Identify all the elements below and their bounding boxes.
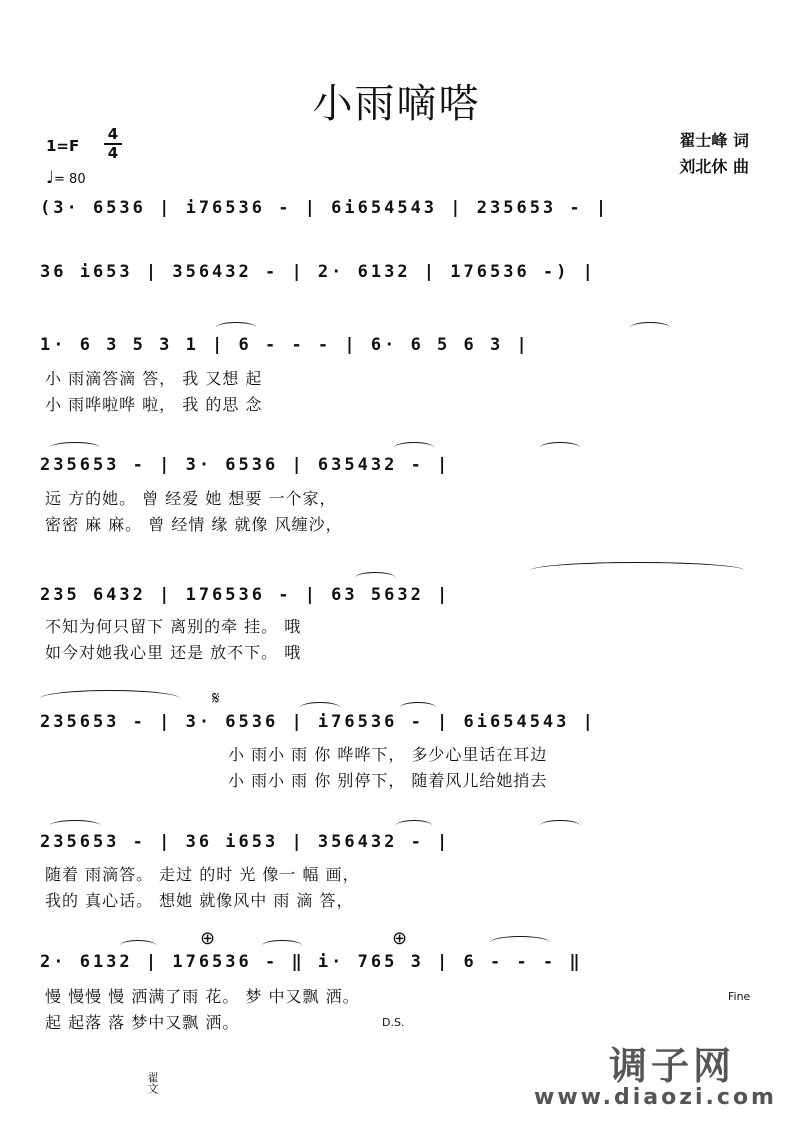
- lyric-line-8-verse-1: 慢 慢慢 慢 洒满了雨 花。 梦 中又飘 洒。: [45, 987, 360, 1006]
- lyric-line-8-verse-2: 起 起落 落 梦中又飘 洒。: [45, 1013, 240, 1032]
- notation-line-6: 235653 - | 3· 6536 | i76536 - | 6i654543 |: [40, 712, 596, 732]
- slur-mark: [355, 572, 395, 583]
- slur-mark: [540, 820, 580, 831]
- notation-line-1: (3· 6536 | i76536 - | 6i654543 | 235653 - |: [40, 198, 610, 218]
- segno-sign-icon: 𝄋: [212, 688, 220, 709]
- lyric-line-4-verse-1: 远 方的她。 曾 经爱 她 想要 一个家，: [45, 489, 337, 508]
- fine-marking: Fine: [728, 990, 751, 1003]
- slur-mark: [50, 820, 100, 831]
- slur-mark: [490, 936, 550, 949]
- slur-mark: [540, 442, 580, 453]
- slur-mark: [50, 442, 100, 453]
- lyric-line-6-verse-1: 小 雨小 雨 你 哗哗下， 多少心里话在耳边: [228, 745, 548, 764]
- lyricist-credit: 翟士峰 词: [679, 131, 749, 150]
- notation-line-7: 235653 - | 36 i653 | 356432 - |: [40, 832, 451, 852]
- slur-mark: [396, 820, 432, 831]
- notation-line-8: 2· 6132 | 176536 - ‖ i· 765 3 | 6 - - - ‖: [40, 952, 583, 972]
- slur-mark: [530, 562, 745, 579]
- time-signature-bottom: 4: [104, 143, 122, 162]
- dal-segno-marking: D.S.: [382, 1016, 405, 1029]
- side-note: 翟文: [146, 1072, 159, 1094]
- time-signature: [104, 126, 122, 162]
- notation-line-4: 235653 - | 3· 6536 | 635432 - |: [40, 455, 451, 475]
- lyric-line-6-verse-2: 小 雨小 雨 你 别停下， 随着风儿给她捎去: [228, 771, 548, 790]
- lyric-line-7-verse-1: 随着 雨滴答。 走过 的时 光 像一 幅 画，: [45, 865, 360, 884]
- tempo-value: = 80: [54, 172, 86, 187]
- notation-line-2: 36 i653 | 356432 - | 2· 6132 | 176536 -) |: [40, 262, 596, 282]
- notation-line-5: 235 6432 | 176536 - | 63 5632 |: [40, 585, 451, 605]
- coda-sign-icon: ⊕: [200, 928, 216, 949]
- slur-mark: [394, 442, 434, 453]
- slur-mark: [630, 322, 670, 333]
- time-signature-top: 4: [107, 125, 119, 143]
- slur-mark: [216, 322, 256, 333]
- lyric-line-3-verse-1: 小 雨滴答滴 答， 我 又想 起: [45, 369, 263, 388]
- composer-credit: 刘北休 曲: [679, 157, 749, 176]
- slur-mark: [120, 940, 156, 951]
- watermark-logo: 调子网: [608, 1044, 735, 1088]
- coda-sign-icon: ⊕: [392, 928, 408, 949]
- key-signature: 1=F: [46, 137, 80, 155]
- lyric-line-5-verse-1: 不知为何只留下 离别的牵 挂。 哦: [45, 617, 302, 636]
- page-title: 小雨嘀嗒: [312, 81, 481, 127]
- quarter-note-icon: ♩: [46, 168, 55, 188]
- lyric-line-5-verse-2: 如今对她我心里 还是 放不下。 哦: [45, 643, 302, 662]
- slur-mark: [262, 940, 302, 951]
- watermark-url: www.diaozi.com: [534, 1085, 777, 1110]
- lyric-line-4-verse-2: 密密 麻 麻。 曾 经情 缘 就像 风缠沙，: [45, 515, 343, 534]
- notation-line-3: 1· 6 3 5 3 1 | 6 - - - | 6· 6 5 6 3 |: [40, 335, 530, 355]
- slur-mark: [40, 690, 180, 707]
- lyric-line-7-verse-2: 我的 真心话。 想她 就像风中 雨 滴 答，: [45, 891, 354, 910]
- lyric-line-3-verse-2: 小 雨哗啦哗 啦， 我 的思 念: [45, 395, 263, 414]
- tempo-marking: [46, 168, 86, 188]
